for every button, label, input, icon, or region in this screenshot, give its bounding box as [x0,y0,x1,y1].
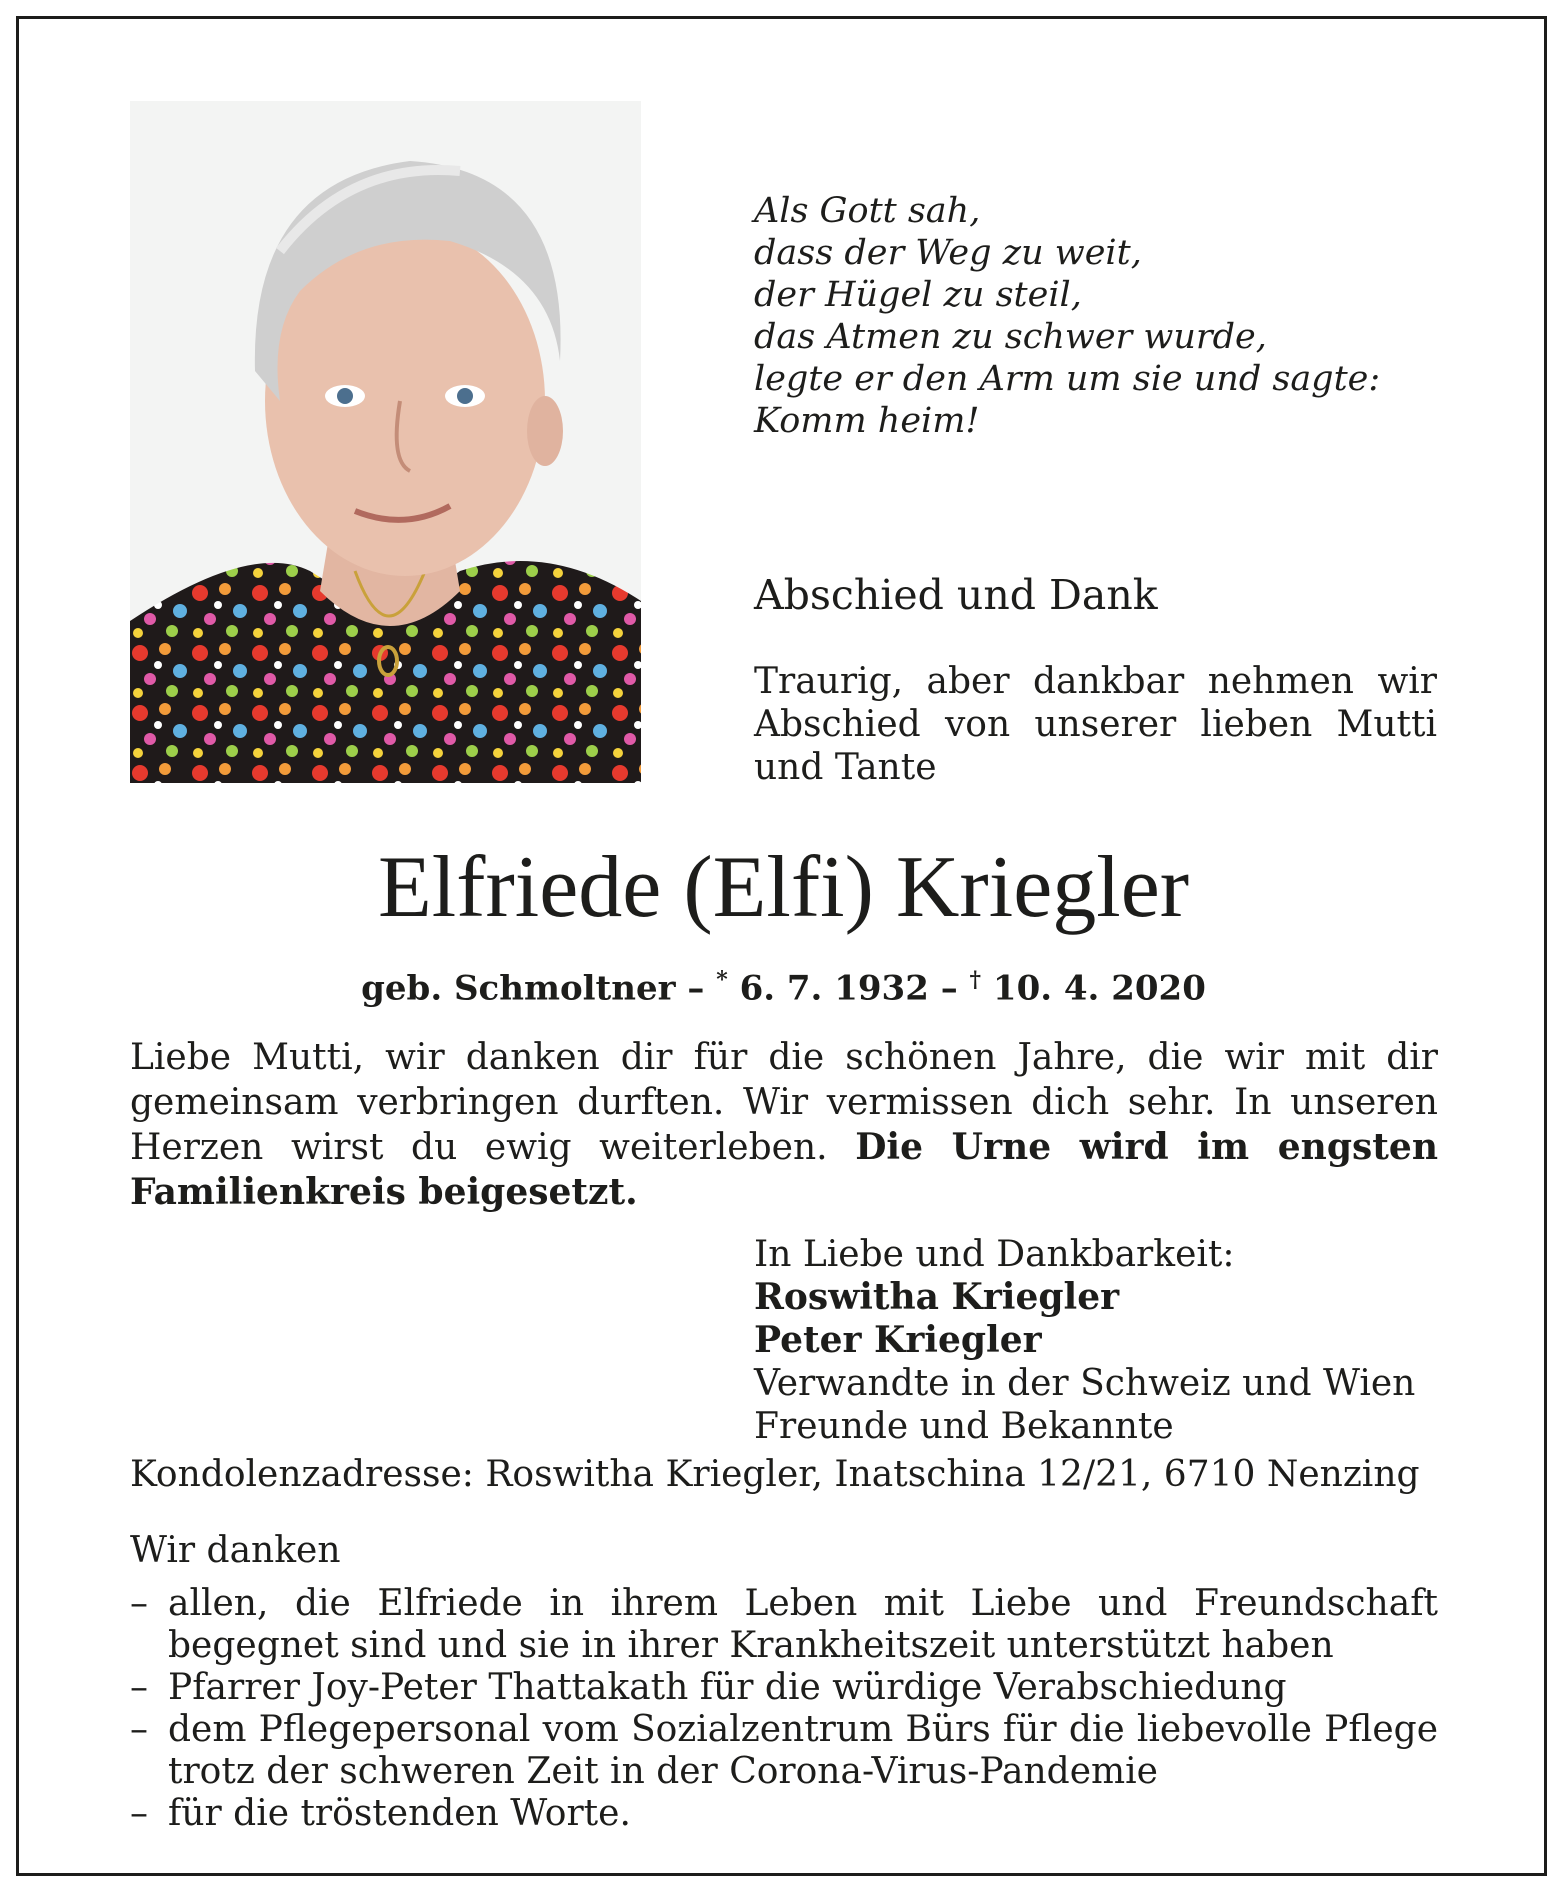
poem-line: der Hügel zu steil, [754,275,1082,315]
signoff [754,1233,1415,1448]
list-item: – Pfarrer Joy-Peter Thattakath für die würdige Verabschiedung [130,1667,1287,1708]
signoff-name: Roswitha Kriegler [754,1276,1120,1318]
intro-text: Traurig, aber dankbar nehmen wir Abschied von unserer lieben Mutti und Tante [754,661,1437,788]
thanks-title: Wir danken [130,1530,341,1571]
poem [754,190,1380,442]
poem-line: das Atmen zu schwer wurde, [754,317,1267,357]
portrait-photo [130,101,641,783]
message-bold: Die Urne wird im engsten Familienkreis beigesetzt. [130,1126,1438,1213]
message-paragraph [130,1035,1438,1215]
signoff-name: Peter Kriegler [754,1319,1042,1361]
poem-line: Komm heim! [754,401,980,441]
section-heading: Abschied und Dank [754,571,1158,619]
list-item: – allen, die Elfriede in ihrem Leben mit Liebe und Freundschaft begegnet sind und sie in ihrer Krankheitszeit unterstützt haben [130,1583,1438,1666]
life-dates: geb. Schmoltner – * 6. 7. 1932 – † 10. 4. 2020 [361,967,1206,1009]
deceased-name: Elfriede (Elfi) Kriegler [377,839,1190,936]
thanks-list [130,1583,1438,1835]
poem-line: legte er den Arm um sie und sagte: [754,359,1381,399]
death-symbol: † [969,967,982,993]
birth-symbol: * [716,967,728,993]
death-date: 10. 4. 2020 [992,968,1206,1009]
list-item: – für die tröstenden Worte. [130,1793,631,1834]
signoff-other: Verwandte in der Schweiz und Wien [754,1363,1416,1404]
condolence-address: Kondolenzadresse: Roswitha Kriegler, Inatschina 12/21, 6710 Nenzing [130,1454,1420,1495]
list-item: – dem Pflegepersonal vom Sozialzentrum Bürs für die liebevolle Pflege trotz der schweren Zeit in der Corona-Virus-Pandemie [130,1709,1438,1792]
poem-line: dass der Weg zu weit, [754,233,1142,273]
signoff-other: Freunde und Bekannte [754,1406,1174,1447]
message-text: Liebe Mutti, wir danken dir für die schönen Jahre, die wir mit dir gemeinsam verbringen durften. Wir vermissen dich sehr. In unseren Herzen wirst du ewig weiterleben. [130,1037,1438,1168]
birth-date: 6. 7. 1932 [739,968,929,1009]
poem-line: Als Gott sah, [754,191,981,231]
signoff-intro: In Liebe und Dankbarkeit: [754,1234,1235,1275]
birth-name: geb. Schmoltner [361,968,676,1009]
